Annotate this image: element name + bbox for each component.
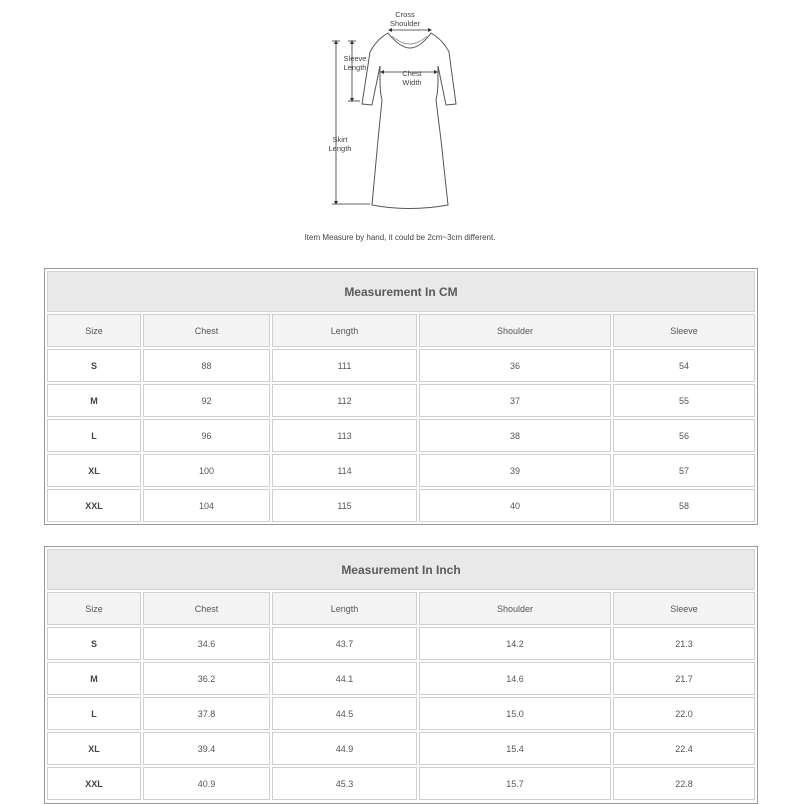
length-cell: 44.1 xyxy=(272,662,417,695)
header-cell: Chest xyxy=(143,314,270,347)
table-row xyxy=(47,732,755,765)
sleeve-cell: 21.3 xyxy=(613,627,755,660)
header-cell: Size xyxy=(47,314,141,347)
shoulder-cell: 14.6 xyxy=(419,662,611,695)
shoulder-cell: 39 xyxy=(419,454,611,487)
header-cell: Length xyxy=(272,314,417,347)
sleeve-cell: 55 xyxy=(613,384,755,417)
table-row xyxy=(47,384,755,417)
table-row xyxy=(47,489,755,522)
chest-cell: 88 xyxy=(143,349,270,382)
table-row xyxy=(47,767,755,800)
table-row xyxy=(47,419,755,452)
header-cell: Shoulder xyxy=(419,314,611,347)
table-row xyxy=(47,697,755,730)
chest-cell: 104 xyxy=(143,489,270,522)
header-cell: Chest xyxy=(143,592,270,625)
table-row xyxy=(47,627,755,660)
chest-cell: 37.8 xyxy=(143,697,270,730)
sleeve-cell: 22.0 xyxy=(613,697,755,730)
shoulder-cell: 15.4 xyxy=(419,732,611,765)
shoulder-cell: 14.2 xyxy=(419,627,611,660)
size-cell: L xyxy=(47,697,141,730)
size-cell: S xyxy=(47,349,141,382)
size-cell: XL xyxy=(47,454,141,487)
shoulder-cell: 15.7 xyxy=(419,767,611,800)
table-title: Measurement In CM xyxy=(47,271,755,312)
shoulder-cell: 36 xyxy=(419,349,611,382)
sleeve-cell: 56 xyxy=(613,419,755,452)
size-cell: L xyxy=(47,419,141,452)
table-row xyxy=(47,349,755,382)
length-cell: 45.3 xyxy=(272,767,417,800)
header-cell: Sleeve xyxy=(613,592,755,625)
chest-cell: 39.4 xyxy=(143,732,270,765)
dress-diagram xyxy=(300,0,500,225)
header-cell: Size xyxy=(47,592,141,625)
header-cell: Shoulder xyxy=(419,592,611,625)
sleeve-cell: 22.4 xyxy=(613,732,755,765)
size-cell: M xyxy=(47,662,141,695)
table-title: Measurement In Inch xyxy=(47,549,755,590)
sleeve-cell: 58 xyxy=(613,489,755,522)
table-row xyxy=(47,662,755,695)
length-cell: 113 xyxy=(272,419,417,452)
length-cell: 114 xyxy=(272,454,417,487)
sleeve-cell: 57 xyxy=(613,454,755,487)
header-cell: Length xyxy=(272,592,417,625)
sleeve-cell: 22.8 xyxy=(613,767,755,800)
sleeve-cell: 21.7 xyxy=(613,662,755,695)
dress-illustration-icon xyxy=(300,0,500,225)
size-cell: XL xyxy=(47,732,141,765)
size-cell: S xyxy=(47,627,141,660)
chest-cell: 34.6 xyxy=(143,627,270,660)
header-cell: Sleeve xyxy=(613,314,755,347)
chest-cell: 92 xyxy=(143,384,270,417)
length-cell: 112 xyxy=(272,384,417,417)
chest-width-label: Chest Width xyxy=(402,69,422,87)
shoulder-cell: 38 xyxy=(419,419,611,452)
chest-cell: 36.2 xyxy=(143,662,270,695)
length-cell: 115 xyxy=(272,489,417,522)
shoulder-cell: 40 xyxy=(419,489,611,522)
table-header-row xyxy=(47,314,755,347)
measure-note: Item Measure by hand, it could be 2cm~3cm different. xyxy=(304,233,496,242)
length-cell: 44.5 xyxy=(272,697,417,730)
length-cell: 43.7 xyxy=(272,627,417,660)
chest-cell: 40.9 xyxy=(143,767,270,800)
shoulder-cell: 15.0 xyxy=(419,697,611,730)
size-cell: XXL xyxy=(47,767,141,800)
chest-cell: 100 xyxy=(143,454,270,487)
size-cell: XXL xyxy=(47,489,141,522)
length-cell: 44.9 xyxy=(272,732,417,765)
size-table-cm xyxy=(44,268,758,525)
size-table-inch xyxy=(44,546,758,804)
size-cell: M xyxy=(47,384,141,417)
sleeve-cell: 54 xyxy=(613,349,755,382)
sleeve-length-label: Sleeve Length xyxy=(343,54,367,72)
shoulder-cell: 37 xyxy=(419,384,611,417)
table-header-row xyxy=(47,592,755,625)
cross-shoulder-label: Cross Shoulder xyxy=(389,10,421,28)
skirt-length-label: Skirt Length xyxy=(328,135,352,153)
chest-cell: 96 xyxy=(143,419,270,452)
length-cell: 111 xyxy=(272,349,417,382)
table-row xyxy=(47,454,755,487)
